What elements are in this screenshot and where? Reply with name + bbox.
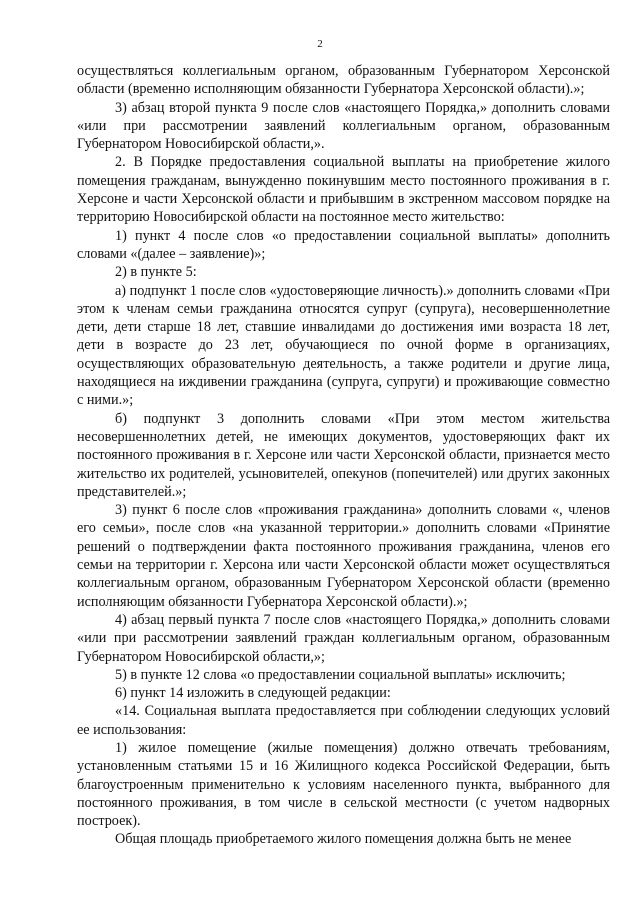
paragraph: 2. В Порядке предоставления социальной выплаты на приобретение жилого помещения гражданам, вынужденно покинувшим место постоянного проживания в г. Херсоне и части Херсонской области и прибывшим в экстренном массовом порядке на территорию Новосибирской области на постоянное место жительство: bbox=[77, 154, 610, 226]
paragraph: осуществляться коллегиальным органом, образованным Губернатором Херсонской области (временно исполняющим обязанности Губернатора Херсонской области).»; bbox=[77, 63, 610, 98]
paragraph: 3) абзац второй пункта 9 после слов «настоящего Порядка,» дополнить словами «или при рассмотрении заявлений коллегиальным органом, образованным Губернатором Новосибирской области,». bbox=[77, 99, 610, 153]
document-body bbox=[77, 62, 610, 849]
paragraph: 1) пункт 4 после слов «о предоставлении социальной выплаты» дополнить словами «(далее – заявление)»; bbox=[77, 227, 610, 262]
paragraph: 3) пункт 6 после слов «проживания гражданина» дополнить словами «, членов его семьи», после слов «на указанной территории.» дополнить словами «Принятие решений о подтверждении факта постоянного проживания гражданина, членов его семьи на территории г. Херсона или части Херсонской области может осуществляться коллегиальным органом, образованным Губернатором Херсонской области (временно исполняющим обязанности Губернатора Херсонской области).»; bbox=[77, 502, 610, 610]
paragraph: «14. Социальная выплата предоставляется при соблюдении следующих условий ее использования: bbox=[77, 703, 610, 738]
paragraph: Общая площадь приобретаемого жилого помещения должна быть не менее bbox=[115, 831, 572, 848]
paragraph: 4) абзац первый пункта 7 после слов «настоящего Порядка,» дополнить словами «или при рассмотрении заявлений граждан коллегиальным органом, образованным Губернатором Новосибирской области,»; bbox=[77, 611, 610, 665]
paragraph: 5) в пункте 12 слова «о предоставлении социальной выплаты» исключить; bbox=[115, 666, 566, 683]
paragraph: 2) в пункте 5: bbox=[115, 264, 197, 281]
paragraph: 6) пункт 14 изложить в следующей редакции: bbox=[115, 685, 391, 702]
paragraph: 1) жилое помещение (жилые помещения) должно отвечать требованиям, установленным статьями 15 и 16 Жилищного кодекса Российской Федерации, быть благоустроенным применительно к условиям населенного пункта, выбранного для постоянного проживания, в том числе в сельской местности (с учетом надворных построек). bbox=[77, 739, 610, 830]
paragraph: б) подпункт 3 дополнить словами «При этом местом жительства несовершеннолетних детей, не имеющих документов, удостоверяющих факт их постоянного проживания в г. Херсоне или части Херсонской области, признается место жительство их родителей, усыновителей, опекунов (попечителей) или других законных представителей.»; bbox=[77, 410, 610, 500]
page-number: 2 bbox=[317, 38, 323, 50]
paragraph: а) подпункт 1 после слов «удостоверяющие личность).» дополнить словами «При этом к членам семьи гражданина относятся супруг (супруга), несовершеннолетние дети, дети старше 18 лет, ставшие инвалидами до достижения ими возраста 18 лет, дети в возрасте до 23 лет, обучающиеся по очной форме в организациях, осуществляющих образовательную деятельность, а также родители и другие лица, находящиеся на иждивении гражданина (супруга, супруги) и проживающие совместно с ними.»; bbox=[77, 282, 610, 409]
